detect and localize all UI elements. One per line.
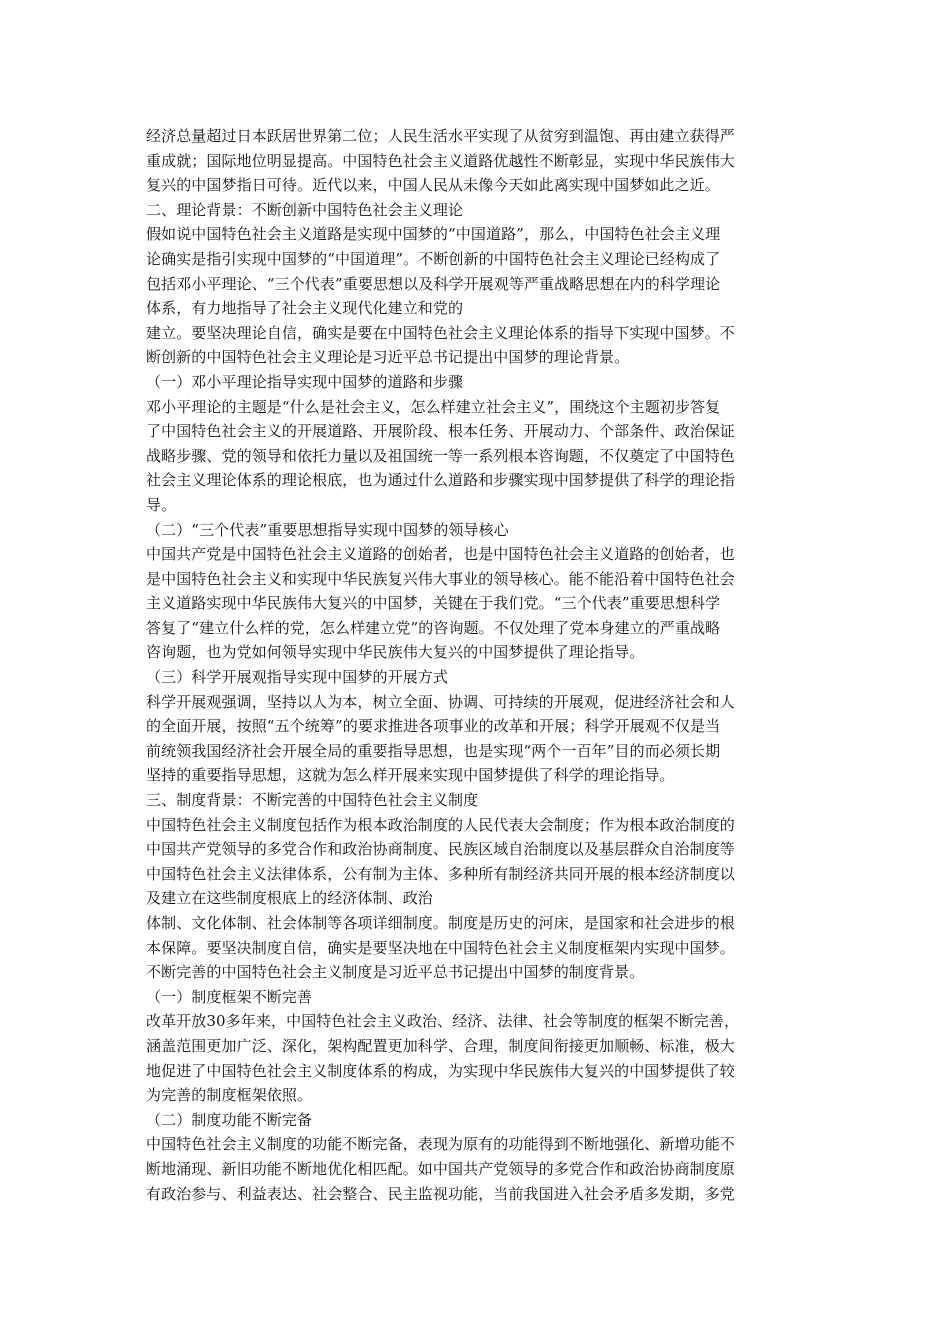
- text-line: 经济总量超过日本跃居世界第二位；人民生活水平实现了从贫穷到温饱、再由建立获得严: [146, 127, 735, 145]
- text-line: 建立。要坚决理论自信，确实是要在中国特色社会主义理论体系的指导下实现中国梦。不: [146, 323, 735, 342]
- text-line: 前统领我国经济社会开展全局的重要指导思想，也是实现“两个一百年”目的而必须长期: [146, 741, 721, 760]
- text-line: 答复了“建立什么样的党，怎么样建立党”的咨询题。不仅处理了党本身建立的严重战略: [146, 618, 721, 637]
- document-body: [146, 124, 808, 1206]
- text-line: 导。: [146, 495, 177, 514]
- text-line: 是中国特色社会主义和实现中华民族复兴伟大事业的领导核心。能不能沿着中国特色社会: [146, 569, 735, 588]
- text-line: 包括邓小平理论、“三个代表”重要思想以及科学开展观等严重战略思想在内的科学理论: [146, 274, 721, 293]
- text-line: 的全面开展，按照“五个统筹”的要求推进各项事业的改革和开展；科学开展观不仅是当: [146, 717, 721, 736]
- text-line: 体系，有力地指导了社会主义现代化建立和党的: [146, 299, 464, 318]
- subsection-heading: （二）“三个代表”重要思想指导实现中国梦的领导核心: [146, 520, 509, 539]
- text-line: 及建立在这些制度根底上的经济体制、政治: [146, 889, 433, 908]
- text-line: 假如说中国特色社会主义道路是实现中国梦的“中国道路”，那么，中国特色社会主义理: [146, 225, 721, 244]
- subsection-heading: （一）邓小平理论指导实现中国梦的道路和步骤: [146, 372, 464, 391]
- section-heading: 三、制度背景：不断完善的中国特色社会主义制度: [146, 791, 479, 810]
- text-line: 有政治参与、利益表达、社会整合、民主监视功能，当前我国进入社会矛盾多发期，多党: [146, 1184, 735, 1203]
- text-line: 咨询题，也为党如何领导实现中华民族伟大复兴的中国梦提供了理论指导。: [146, 643, 645, 662]
- text-line: 为完善的制度框架依照。: [146, 1086, 313, 1105]
- text-line: 中国共产党是中国特色社会主义道路的创始者，也是中国特色社会主义道路的创始者，也: [146, 545, 735, 564]
- text-line: 坚持的重要指导思想，这就为怎么样开展来实现中国梦提供了科学的理论指导。: [146, 766, 675, 785]
- text-line: 科学开展观强调，坚持以人为本，树立全面、协调、可持续的开展观，促进经济社会和人: [146, 692, 735, 711]
- text-line: 重成就；国际地位明显提高。中国特色社会主义道路优越性不断彰显，实现中华民族伟大: [146, 151, 735, 170]
- text-line: 改革开放30多年来，中国特色社会主义政治、经济、法律、社会等制度的框架不断完善，: [146, 1012, 740, 1031]
- section-heading: 二、理论背景：不断创新中国特色社会主义理论: [146, 200, 464, 219]
- text-line: 体制、文化体制、社会体制等各项详细制度。制度是历史的河床，是国家和社会进步的根: [146, 914, 735, 932]
- text-line: 断地涌现、新旧功能不断地优化相匹配。如中国共产党领导的多党合作和政治协商制度原: [146, 1159, 735, 1178]
- text-line: 中国特色社会主义法律体系，公有制为主体、多种所有制经济共同开展的根本经济制度以: [146, 864, 735, 883]
- text-line: 主义道路实现中华民族伟大复兴的中国梦，关键在于我们党。“三个代表”重要思想科学: [146, 594, 721, 613]
- text-line: 邓小平理论的主题是“什么是社会主义，怎么样建立社会主义”，围绕这个主题初步答复: [146, 397, 721, 416]
- text-line: 本保障。要坚决制度自信，确实是要坚决地在中国特色社会主义制度框架内实现中国梦。: [146, 938, 735, 957]
- subsection-heading: （二）制度功能不断完备: [146, 1110, 313, 1129]
- text-line: 战略步骤、党的领导和依托力量以及祖国统一等一系列根本咨询题，不仅奠定了中国特色: [146, 446, 735, 465]
- text-line: 断创新的中国特色社会主义理论是习近平总书记提出中国梦的理论背景。: [146, 348, 630, 367]
- text-line: 复兴的中国梦指日可待。近代以来，中国人民从未像今天如此离实现中国梦如此之近。: [146, 176, 720, 195]
- text-line: 涵盖范围更加广泛、深化，架构配置更加科学、合理，制度间衔接更加顺畅、标准，极大: [146, 1036, 735, 1055]
- subsection-heading: （三）科学开展观指导实现中国梦的开展方式: [146, 668, 449, 687]
- text-line: 地促进了中国特色社会主义制度体系的构成，为实现中华民族伟大复兴的中国梦提供了较: [146, 1061, 735, 1080]
- text-line: 中国特色社会主义制度包括作为根本政治制度的人民代表大会制度；作为根本政治制度的: [146, 815, 735, 834]
- text-line: 中国共产党领导的多党合作和政治协商制度、民族区域自治制度以及基层群众自治制度等: [146, 840, 735, 859]
- text-line: 中国特色社会主义制度的功能不断完备，表现为原有的功能得到不断地强化、新增功能不: [146, 1135, 735, 1154]
- subsection-heading: （一）制度框架不断完善: [146, 987, 313, 1006]
- text-line: 了中国特色社会主义的开展道路、开展阶段、根本任务、开展动力、个部条件、政治保证: [146, 422, 735, 441]
- text-line: 社会主义理论体系的理论根底，也为通过什么道路和步骤实现中国梦提供了科学的理论指: [146, 471, 735, 490]
- text-line: 论确实是指引实现中国梦的“中国道理”。不断创新的中国特色社会主义理论已经构成了: [146, 249, 721, 268]
- text-line: 不断完善的中国特色社会主义制度是习近平总书记提出中国梦的制度背景。: [146, 963, 645, 982]
